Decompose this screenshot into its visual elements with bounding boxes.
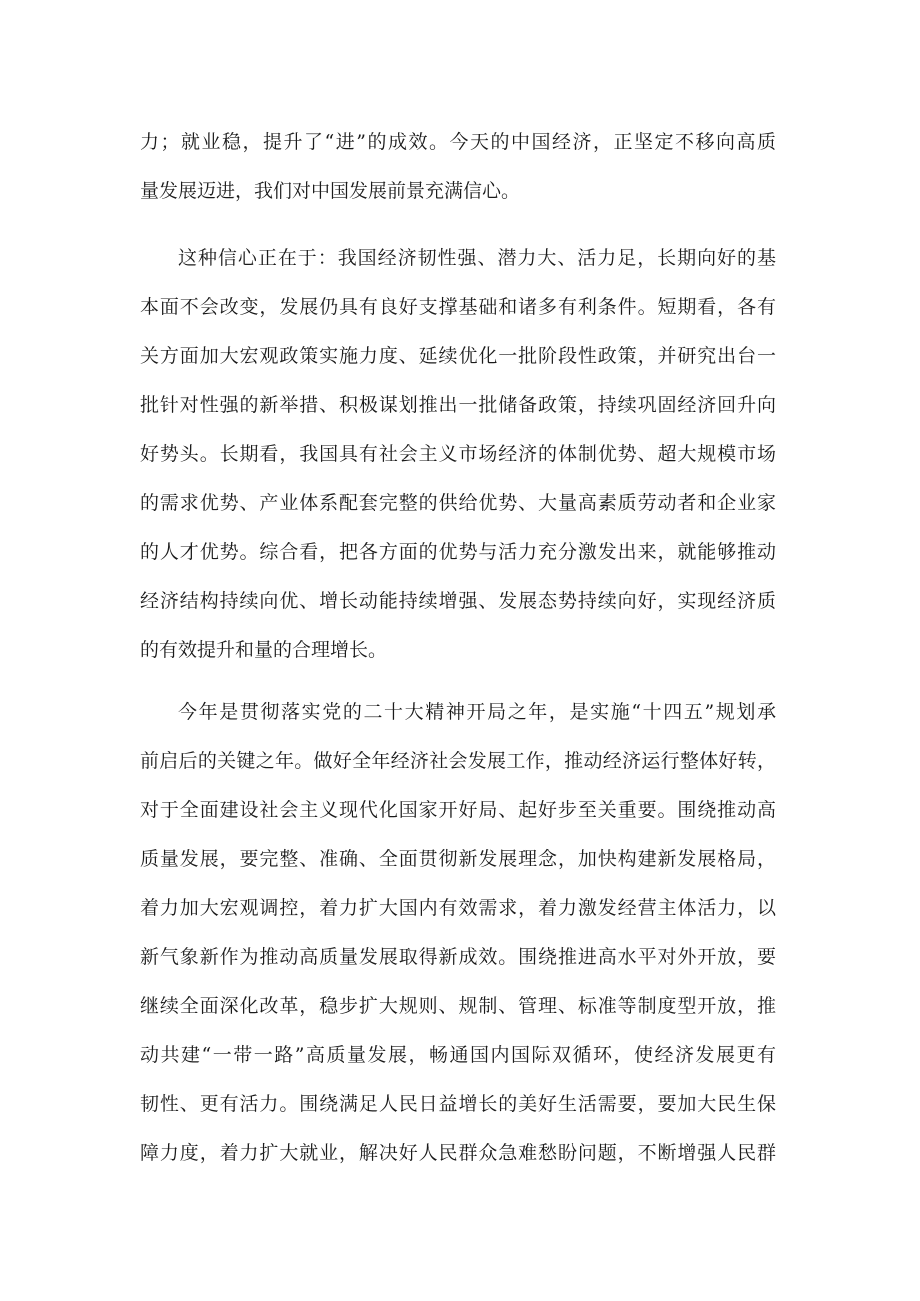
paragraph-3-line-4: 质量发展，要完整、准确、全面贯彻新发展理念，加快构建新发展格局， [140,848,776,870]
paragraph-3-line-5: 着力加大宏观调控，着力扩大国内有效需求，着力激发经营主体活力，以 [140,897,776,919]
paragraph-2-line-2: 本面不会改变，发展仍具有良好支撑基础和诸多有利条件。短期看，各有 [140,296,776,318]
paragraph-3-line-8: 动共建“一带一路”高质量发展，畅通国内国际双循环，使经济发展更有 [140,1044,776,1066]
paragraph-3-line-7: 继续全面深化改革，稳步扩大规则、规制、管理、标准等制度型开放，推 [140,995,776,1017]
paragraph-3-line-1: 今年是贯彻落实党的二十大精神开局之年，是实施“十四五”规划承 [178,701,776,723]
paragraph-2-line-1: 这种信心正在于：我国经济韧性强、潜力大、活力足，长期向好的基 [178,247,776,269]
paragraph-1-line-2: 量发展迈进，我们对中国发展前景充满信心。 [140,180,521,202]
paragraph-2-line-5: 好势头。长期看，我国具有社会主义市场经济的体制优势、超大规模市场 [140,443,776,465]
paragraph-3-line-2: 前启后的关键之年。做好全年经济社会发展工作，推动经济运行整体好转， [140,750,776,772]
paragraph-2-line-3: 关方面加大宏观政策实施力度、延续优化一批阶段性政策，并研究出台一 [140,345,776,367]
paragraph-3-line-9: 韧性、更有活力。围绕满足人民日益增长的美好生活需要，要加大民生保 [140,1093,776,1115]
paragraph-2-line-4: 批针对性强的新举措、积极谋划推出一批储备政策，持续巩固经济回升向 [140,394,776,416]
paragraph-3-line-10: 障力度，着力扩大就业，解决好人民群众急难愁盼问题，不断增强人民群 [140,1142,776,1164]
paragraph-3-line-3: 对于全面建设社会主义现代化国家开好局、起好步至关重要。围绕推动高 [140,799,776,821]
paragraph-2-line-6: 的需求优势、产业体系配套完整的供给优势、大量高素质劳动者和企业家 [140,492,776,514]
paragraph-2-line-8: 经济结构持续向优、增长动能持续增强、发展态势持续向好，实现经济质 [140,590,776,612]
paragraph-2-line-9: 的有效提升和量的合理增长。 [140,639,388,661]
paragraph-2-line-7: 的人才优势。综合看，把各方面的优势与活力充分激发出来，就能够推动 [140,541,776,563]
paragraph-1-line-1: 力；就业稳，提升了“进”的成效。今天的中国经济，正坚定不移向高质 [140,131,776,153]
paragraph-3-line-6: 新气象新作为推动高质量发展取得新成效。围绕推进高水平对外开放，要 [140,946,776,968]
